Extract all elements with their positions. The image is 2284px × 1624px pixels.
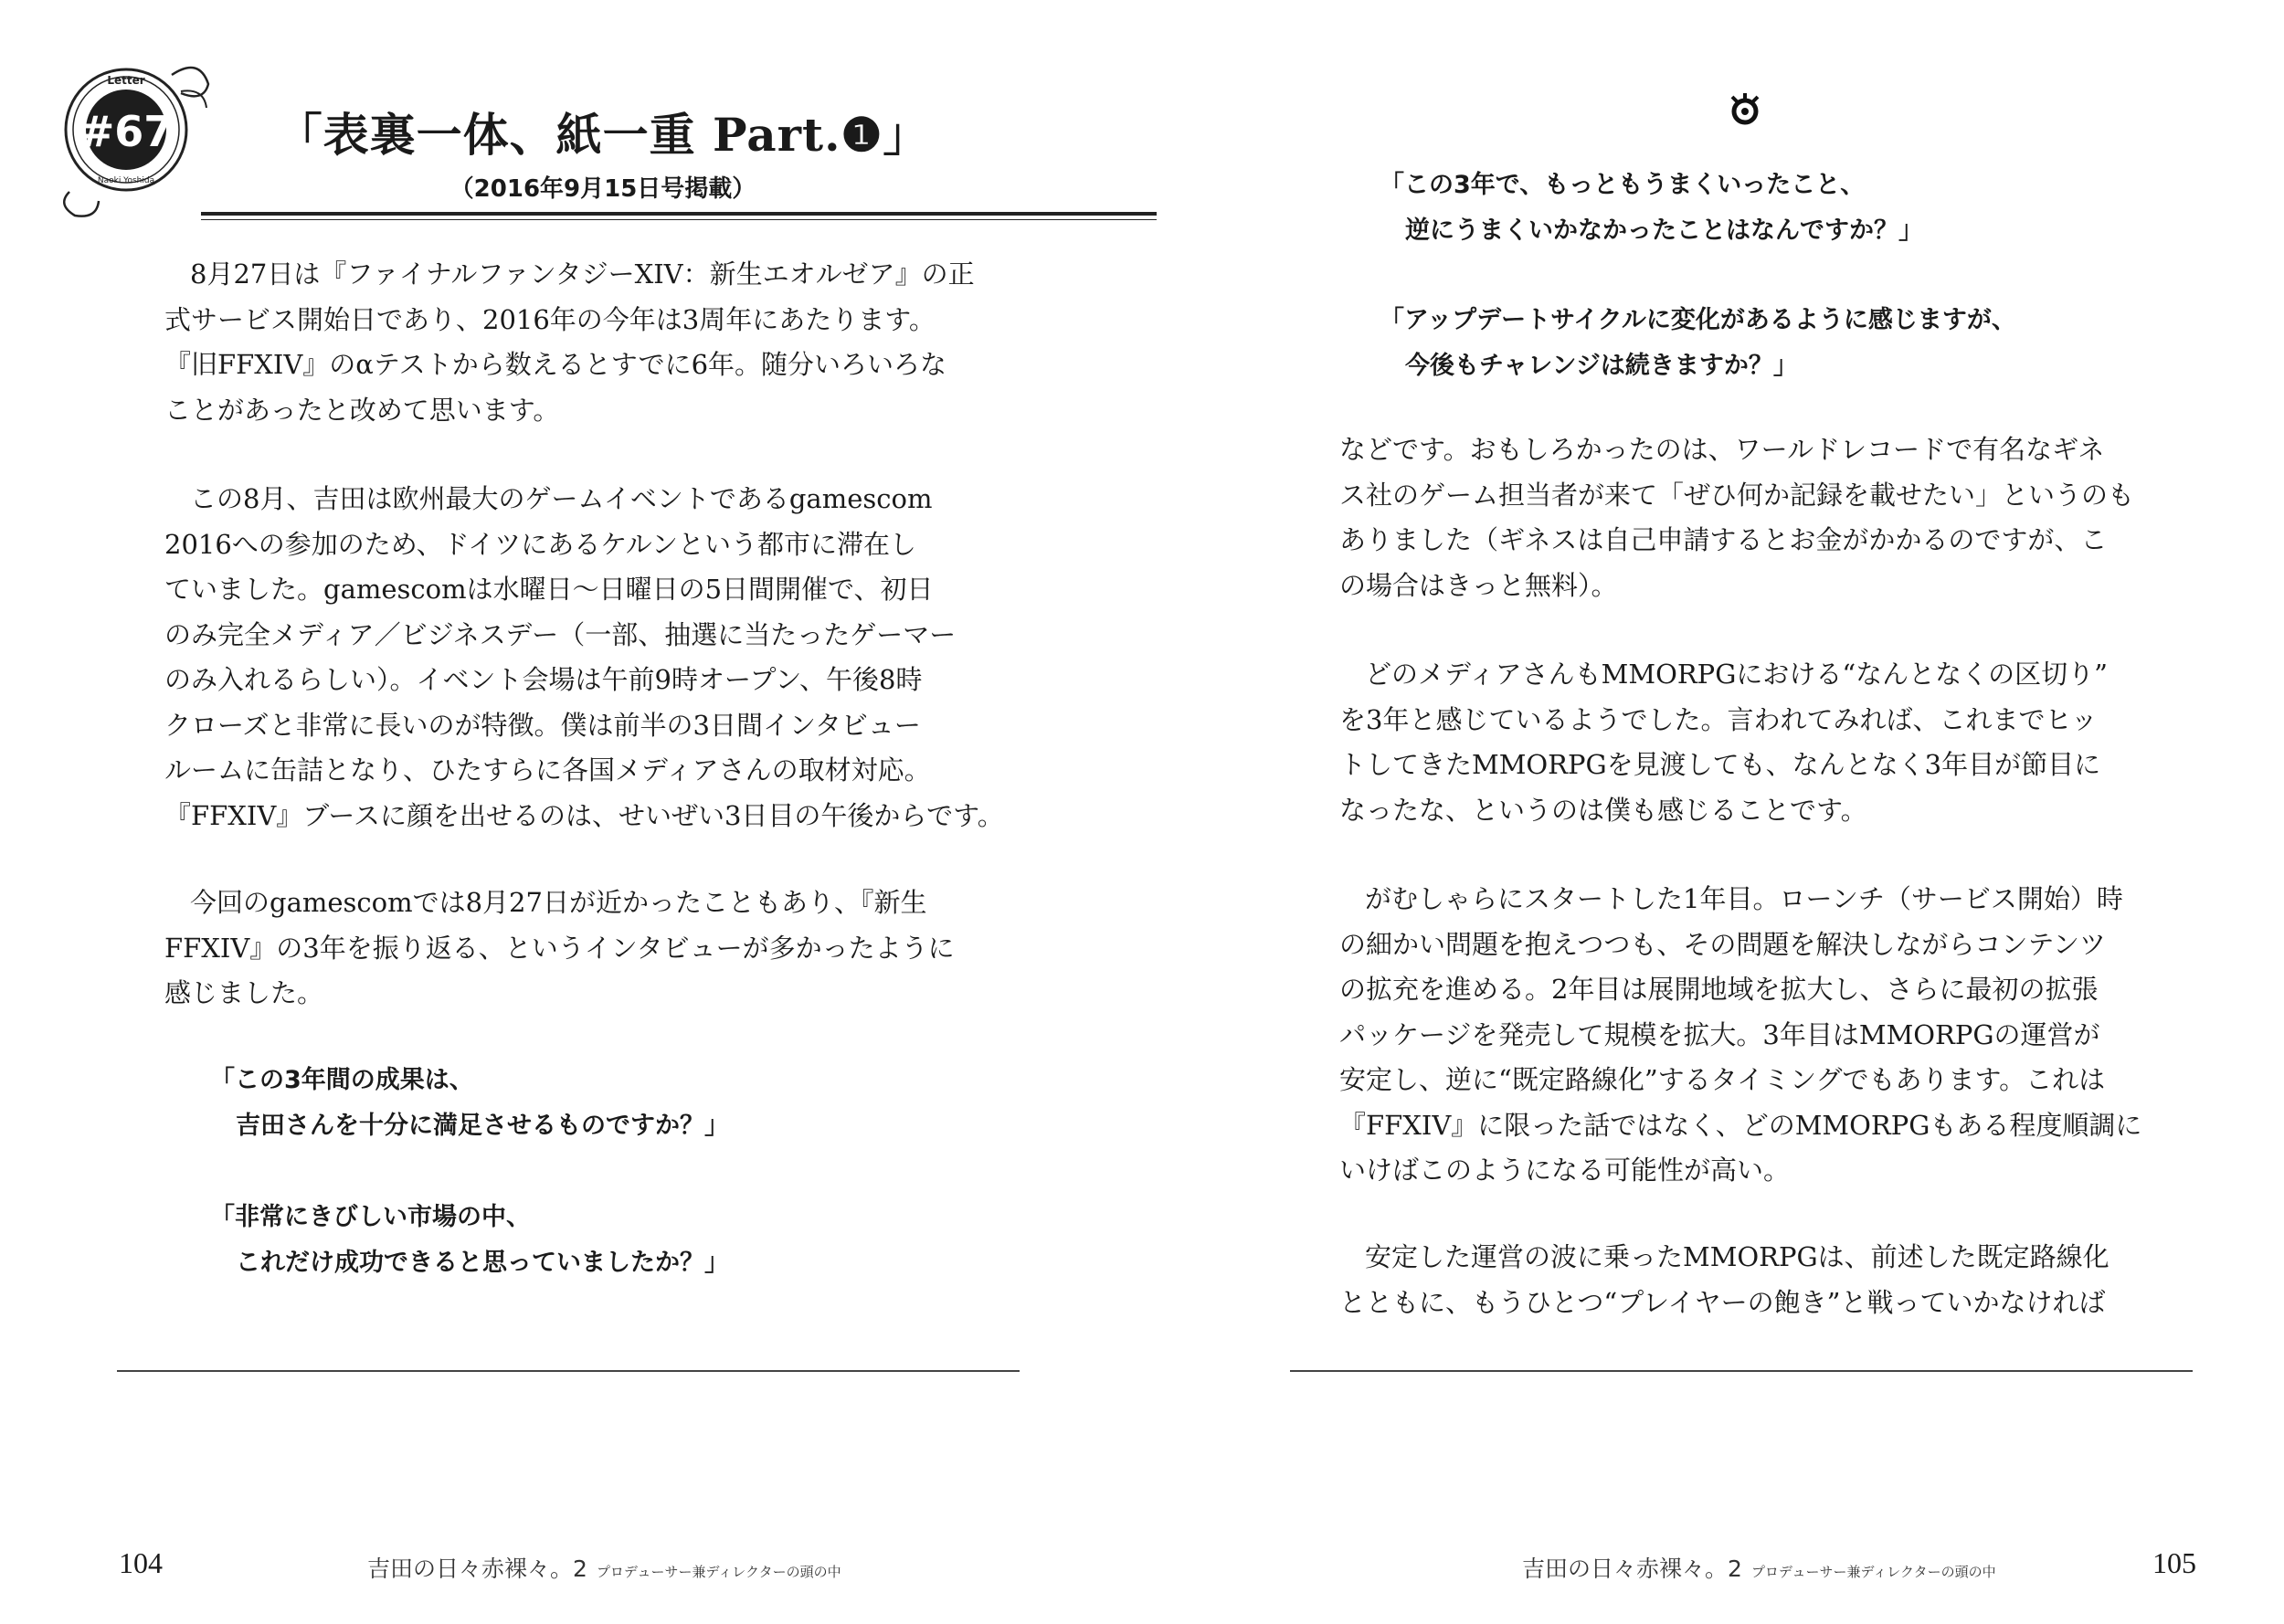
text-line: を3年と感じているようでした。言われてみれば、これまでヒッ — [1339, 703, 2098, 735]
right-paragraph-2 — [1339, 652, 2108, 833]
left-paragraph-2 — [164, 477, 1004, 838]
text-line: なったな、というのは僕も感じることです。 — [1339, 794, 1867, 826]
text-line: ことがあったと改めて思います。 — [164, 394, 560, 426]
question-line: 吉田さんを十分に満足させるものですか？」 — [236, 1111, 729, 1140]
text-line: 式サービス開始日であり、2016年の今年は3周年にあたります。 — [164, 303, 936, 335]
right-question-2 — [1380, 298, 2016, 388]
title-block — [265, 108, 941, 203]
title-rule-thick — [201, 212, 1157, 216]
left-paragraph-1 — [164, 252, 975, 433]
text-line: 安定し、逆に“既定路線化”するタイミングでもあります。これは — [1339, 1064, 2106, 1095]
question-line: 「アップデートサイクルに変化があるように感じますが、 — [1380, 306, 2016, 334]
text-line: 今回のgamescomでは8月27日が近かったこともあり、『新生 — [190, 887, 927, 918]
page-number-left: 104 — [119, 1546, 163, 1579]
text-line: どのメディアさんもMMORPGにおける“なんとなくの区切り” — [1365, 659, 2109, 690]
page-subtitle: （2016年9月15日号掲載） — [449, 175, 756, 203]
right-footer-rule — [1290, 1370, 2193, 1372]
text-line: の細かい問題を抱えつつも、その問題を解決しながらコンテンツ — [1339, 928, 2106, 960]
text-line: などです。おもしろかったのは、ワールドレコードで有名なギネ — [1339, 434, 2105, 465]
text-line: この8月、吉田は欧州最大のゲームイベントであるgamescom — [190, 483, 933, 514]
flourish-icon — [64, 192, 99, 216]
text-line: クローズと非常に長いのが特徴。僕は前半の3日間インタビュー — [164, 709, 921, 741]
text-line: の拡充を進める。2年目は展開地域を拡大し、さらに最初の拡張 — [1339, 974, 2099, 1005]
right-paragraph-3 — [1339, 877, 2141, 1194]
page-number-right: 105 — [2152, 1546, 2196, 1579]
badge-sub: Naoki Yoshida — [97, 176, 155, 185]
badge-number: #67 — [79, 107, 174, 156]
text-line: 2016への参加のため、ドイツにあるケルンという都市に滞在し — [164, 528, 917, 560]
text-line: 8月27日は『ファイナルファンタジーXIV：新生エオルゼア』の正 — [190, 258, 975, 290]
question-line: これだけ成功できると思っていましたか？」 — [236, 1248, 729, 1277]
text-line: 安定した運営の波に乗ったMMORPGは、前述した既定路線化 — [1365, 1241, 2110, 1272]
badge-label: Letter — [107, 74, 145, 87]
title-rule-thin — [201, 219, 1157, 220]
page-title: 「表裏一体、紙一重 Part.❶」 — [276, 108, 930, 162]
ornament-icon — [1725, 90, 1765, 130]
text-line: 『旧FFXIV』のαテストから数えるとすでに6年。随分いろいろな — [164, 349, 947, 380]
text-line: 感じました。 — [164, 977, 324, 1008]
left-question-1 — [210, 1058, 729, 1148]
text-line: がむしゃらにスタートした1年目。ローンチ（サービス開始）時 — [1365, 883, 2123, 914]
letter-badge — [35, 38, 217, 221]
running-subtitle: プロデューサー兼ディレクターの頭の中 — [596, 1564, 841, 1580]
text-line: の場合はきっと無料）。 — [1339, 569, 1618, 601]
text-line: いけばこのようになる可能性が高い。 — [1339, 1155, 1791, 1186]
question-line: 逆にうまくいかなかったことはなんですか？」 — [1405, 216, 1923, 245]
text-line: FFXIV』の3年を振り返る、というインタビューが多かったように — [164, 932, 955, 964]
question-line: 「非常にきびしい市場の中、 — [210, 1203, 531, 1231]
text-line: ありました（ギネスは自己申請するとお金がかかるのですが、こ — [1339, 524, 2108, 555]
text-line: ていました。gamescomは水曜日〜日曜日の5日間開催で、初日 — [164, 574, 934, 605]
right-paragraph-1 — [1339, 427, 2134, 608]
text-line: パッケージを発売して規模を拡大。3年目はMMORPGの運営が — [1339, 1018, 2100, 1050]
text-line: 『FFXIV』ブースに顔を出せるのは、せいぜい3日目の午後からです。 — [164, 799, 1004, 831]
text-line: ルームに缶詰となり、ひたすらに各国メディアさんの取材対応。 — [164, 754, 931, 786]
running-subtitle: プロデューサー兼ディレクターの頭の中 — [1750, 1564, 1996, 1580]
question-line: 「この3年間の成果は、 — [210, 1066, 474, 1094]
question-line: 今後もチャレンジは続きますか？」 — [1405, 351, 1798, 380]
right-paragraph-4 — [1339, 1235, 2110, 1325]
running-title: 吉田の日々赤裸々。2 — [1522, 1555, 1742, 1582]
running-head-right — [1522, 1551, 1996, 1584]
text-line: のみ完全メディア／ビジネスデー（一部、抽選に当たったゲーマー — [164, 618, 957, 650]
text-line: ス社のゲーム担当者が来て「ぜひ何か記録を載せたい」というのも — [1339, 479, 2135, 511]
flourish-icon — [172, 68, 208, 96]
text-line: とともに、もうひとつ“プレイヤーの飽き”と戦っていかなければ — [1339, 1286, 2106, 1318]
text-line: のみ入れるらしい）。イベント会場は午前9時オープン、午後8時 — [164, 664, 923, 695]
left-footer-rule — [117, 1370, 1020, 1372]
left-paragraph-3 — [164, 881, 955, 1017]
right-question-1 — [1380, 163, 1923, 253]
running-head-left — [367, 1551, 841, 1584]
text-line: トしてきたMMORPGを見渡しても、なんとなく3年目が節目に — [1339, 749, 2101, 780]
left-question-2 — [210, 1195, 729, 1285]
question-line: 「この3年で、もっともうまくいったこと、 — [1380, 171, 1866, 199]
running-title: 吉田の日々赤裸々。2 — [367, 1555, 587, 1582]
text-line: 『FFXIV』に限った話ではなく、どのMMORPGもある程度順調に — [1339, 1109, 2142, 1141]
